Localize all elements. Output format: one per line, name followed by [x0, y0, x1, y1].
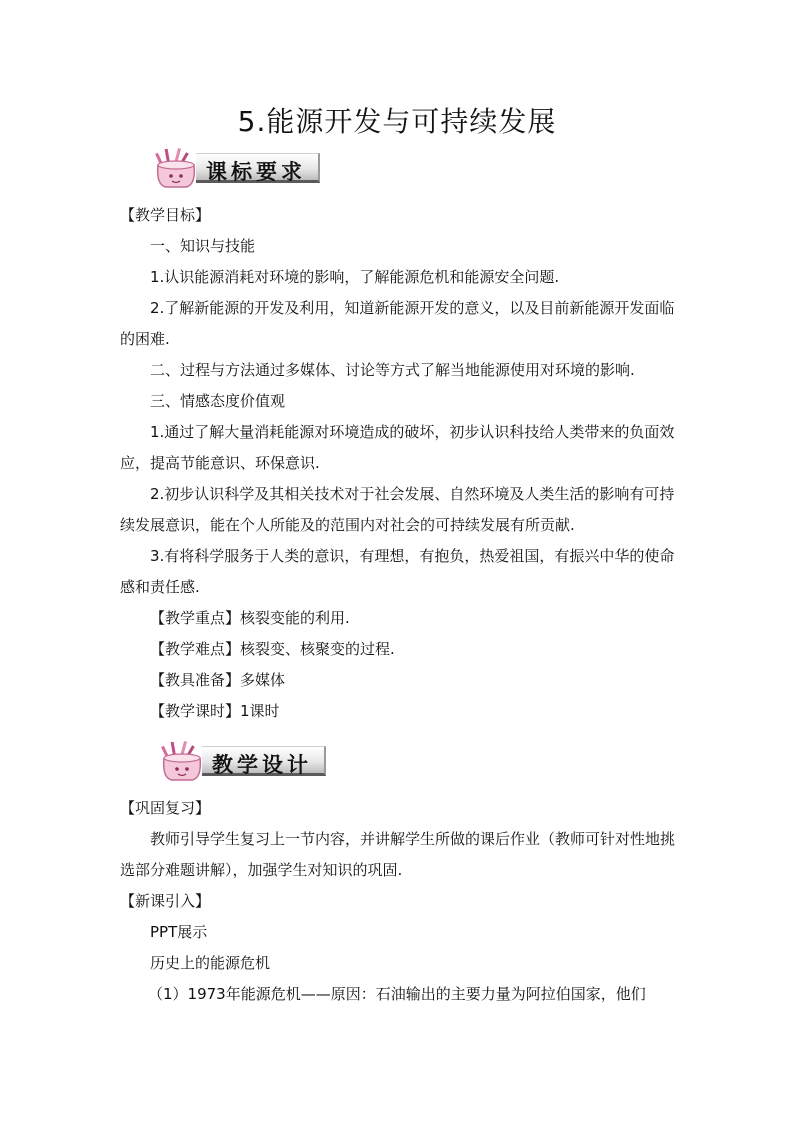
section-banner-standards [152, 147, 332, 189]
teaching-hours: 【教学课时】1课时 [150, 702, 280, 720]
paragraph: 2.初步认识科学及其相关技术对于社会发展、自然环境及人类生活的影响有可持续发展意识，能在个人所能及的范围内对社会的可持续发展有所贡献. [120, 485, 675, 534]
banner-tag [196, 153, 320, 183]
banner-tag [202, 746, 326, 776]
heading-new-lesson: 【新课引入】 [120, 892, 211, 910]
teaching-tools: 【教具准备】多媒体 [150, 671, 286, 689]
paragraph: 1.通过了解大量消耗能源对环境造成的破坏，初步认识科技给人类带来的负面效应，提高节能意识、环保意识. [120, 423, 675, 472]
banner-label: 课标要求 [206, 160, 306, 184]
item-emotion-values: 三、情感态度价值观 [150, 392, 286, 410]
history-title: 历史上的能源危机 [150, 954, 271, 972]
item-knowledge-skills: 一、知识与技能 [150, 237, 256, 255]
page-title: 5.能源开发与可持续发展 [237, 105, 557, 138]
heading-review: 【巩固复习】 [120, 799, 211, 817]
paragraph: 1.认识能源消耗对环境的影响，了解能源危机和能源安全问题. [150, 268, 560, 286]
heading-objectives: 【教学目标】 [120, 206, 211, 224]
paragraph: 教师引导学生复习上一节内容，并讲解学生所做的课后作业（教师可针对性地挑选部分难题讲解），加强学生对知识的巩固. [120, 830, 676, 879]
difficulty: 【教学难点】核裂变、核聚变的过程. [150, 640, 395, 658]
ppt-label: PPT展示 [150, 923, 208, 941]
paragraph: 二、过程与方法通过多媒体、讨论等方式了解当地能源使用对环境的影响. [150, 361, 635, 379]
paragraph: （1）1973年能源危机——原因：石油输出的主要力量为阿拉伯国家，他们 [148, 985, 646, 1003]
paragraph: 3.有将科学服务于人类的意识，有理想，有抱负，热爱祖国，有振兴中华的使命感和责任感. [120, 547, 675, 596]
banner-label: 教学设计 [212, 753, 312, 777]
key-point: 【教学重点】核裂变能的利用. [150, 609, 350, 627]
section-banner-design [158, 740, 338, 782]
paragraph: 2.了解新能源的开发及利用，知道新能源开发的意义，以及目前新能源开发面临的困难. [120, 299, 675, 348]
